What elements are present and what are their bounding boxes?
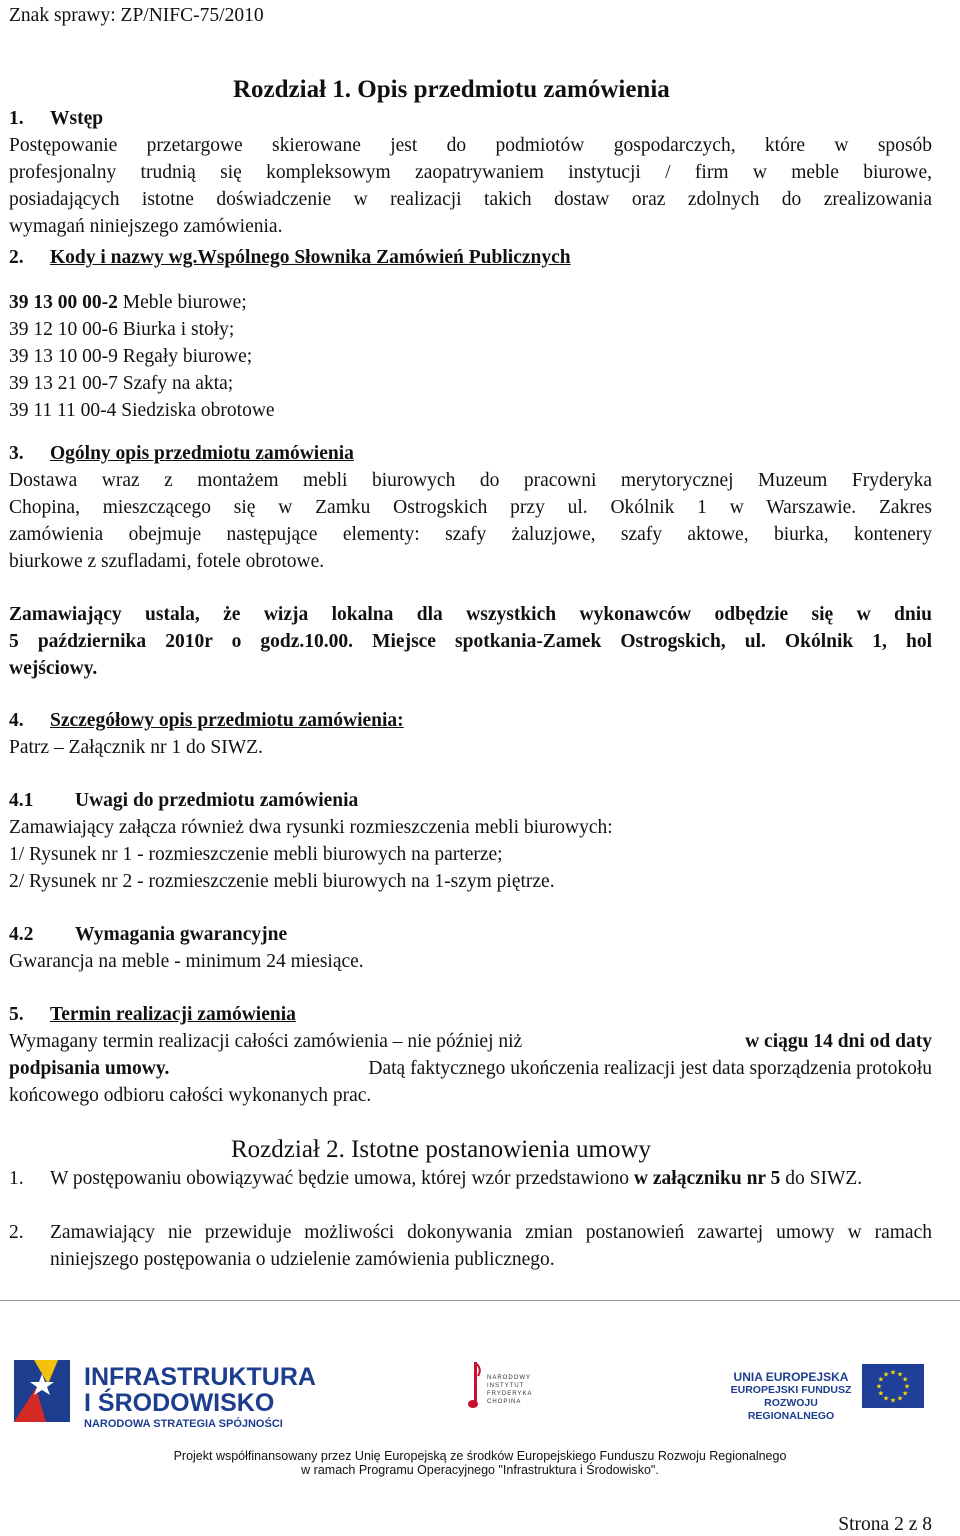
section-3-heading [9, 440, 354, 467]
nifc-logo-text [487, 1374, 532, 1406]
section-title: Ogólny opis przedmiotu zamówienia [50, 443, 354, 464]
section-4-2-heading [9, 921, 287, 948]
list-item [9, 343, 275, 370]
section-title: Szczegółowy opis przedmiotu zamówienia: [50, 710, 404, 731]
text-run: do SIWZ. [780, 1168, 863, 1189]
section-4-1-heading [9, 787, 358, 814]
site-visit-notice-line: 5 października 2010r o godz.10.00. Miejsce spotkania-Zamek Ostrogskich, ul. Okólnik 1, hol [9, 631, 932, 652]
list-item [9, 316, 275, 343]
eu-star-icon: ★ [877, 1389, 885, 1398]
list-item [9, 1219, 932, 1273]
chapter-title-text: Rozdział 2. Istotne postanowienia umowy [231, 1136, 652, 1163]
section-number: 3. [9, 443, 24, 464]
list-body [50, 1165, 932, 1192]
section-number: 4.1 [9, 790, 34, 811]
page-number: Strona 2 z 8 [838, 1514, 932, 1535]
section-number: 5. [9, 1004, 24, 1025]
cpv-name: Szafy na akta; [122, 373, 234, 394]
text-run: W postępowaniu obowiązywać będzie umowa, której wzór przedstawiono [50, 1168, 634, 1189]
eu-flag-icon [862, 1364, 924, 1408]
eu-star-icon: ★ [875, 1382, 883, 1391]
cpv-name: Biurka i stoły; [122, 319, 235, 340]
cpv-code-list [9, 289, 275, 424]
eu-star-icon: ★ [882, 1394, 890, 1403]
cpv-name: Meble biurowe; [122, 292, 247, 313]
section-1-heading [9, 105, 103, 132]
paragraph-line: 1/ Rysunek nr 1 - rozmieszczenie mebli biurowych na parterze; [9, 844, 503, 865]
paragraph-line: zamówienia obejmuje następujące elementy: szafy żaluzjowe, szafy aktowe, biurka, kontenery [9, 524, 932, 545]
section-number: 4.2 [9, 924, 34, 945]
cpv-code: 39 11 11 00-4 [9, 400, 117, 421]
paragraph-line: Zamawiający załącza również dwa rysunki rozmieszczenia mebli biurowych: [9, 817, 613, 838]
eu-star-icon: ★ [903, 1382, 911, 1391]
paragraph-line: biurkowe z szufladami, fotele obrotowe. [9, 551, 325, 572]
paragraph-line: Postępowanie przetargowe skierowane jest do podmiotów gospodarczych, które w sposób [9, 135, 932, 156]
eu-star-icon: ★ [889, 1368, 897, 1377]
list-item [9, 397, 275, 424]
paragraph-line: 2/ Rysunek nr 2 - rozmieszczenie mebli biurowych na 1-szym piętrze. [9, 871, 555, 892]
cofinancing-line: Projekt współfinansowany przez Unię Europejską ze środków Europejskiego Funduszu Rozwoju Regionalnego [173, 1449, 787, 1463]
paragraph-line: wymagań niniejszego zamówienia. [9, 216, 283, 237]
paragraph-line: posiadających istotne doświadczenie w realizacji takich dostaw oraz zdolnych do zrealizowania [9, 189, 932, 210]
logo-line: CHOPINA [487, 1399, 522, 1405]
chapter-1-title: Rozdział 1. Opis przedmiotu zamówienia [233, 76, 670, 103]
paragraph-line: profesjonalny trudnią się kompleksowym zaopatrywaniem instytucji / firm w meble biurowe, [9, 162, 932, 183]
list-number: 2. [9, 1222, 24, 1243]
paragraph-line: Patrz – Załącznik nr 1 do SIWZ. [9, 737, 263, 758]
cofinancing-note [0, 1449, 960, 1477]
section-5-heading [9, 1001, 296, 1028]
attachment-reference: w załączniku nr 5 [633, 1168, 781, 1189]
eu-star-icon: ★ [901, 1389, 909, 1398]
list-item [9, 289, 275, 316]
cpv-code: 39 13 00 00-2 [9, 292, 118, 313]
logo-line: UNIA EUROPEJSKA [733, 1370, 849, 1384]
paragraph-line [9, 1028, 932, 1055]
cofinancing-line: w ramach Programu Operacyjnego "Infrastruktura i Środowisko". [301, 1463, 659, 1477]
footer-divider [0, 1300, 960, 1301]
cpv-code: 39 13 21 00-7 [9, 373, 118, 394]
logo-line: INFRASTRUKTURA [84, 1363, 316, 1391]
infrastruktura-logo-subtext: NARODOWA STRATEGIA SPÓJNOŚCI [84, 1418, 283, 1430]
cpv-code: 39 12 10 00-6 [9, 319, 118, 340]
eu-star-icon: ★ [901, 1375, 909, 1384]
eu-star-icon: ★ [889, 1396, 897, 1405]
logo-line: EUROPEJSKI FUNDUSZ [730, 1384, 852, 1396]
paragraph-line: Chopina, mieszczącego się w Zamku Ostrogskich przy ul. Okólnik 1 w Warszawie. Zakres [9, 497, 932, 518]
section-number: 4. [9, 710, 24, 731]
section-2-heading [9, 244, 571, 271]
nifc-logo-mark [468, 1362, 482, 1410]
section-title: Wstęp [50, 108, 104, 129]
section-title: Kody i nazwy wg.Wspólnego Słownika Zamówień Publicznych [50, 247, 571, 268]
infrastruktura-logo-text [84, 1364, 316, 1416]
infrastruktura-logo-mark [14, 1360, 70, 1422]
paragraph-line: Dostawa wraz z montażem mebli biurowych do pracowni merytorycznej Muzeum Fryderyka [9, 470, 932, 491]
cpv-name: Regały biurowe; [122, 346, 253, 367]
chapter-2-title [231, 1136, 651, 1164]
site-visit-notice-line: wejściowy. [9, 658, 98, 679]
text-run: Zamawiający nie przewiduje możliwości dokonywania zmian postanowień zawartej umowy w ramach niniejszego postępowania o udzielenie zamówienia publicznego. [50, 1222, 932, 1270]
eu-star-icon: ★ [896, 1370, 904, 1379]
paragraph-line: końcowego odbioru całości wykonanych prac. [9, 1085, 372, 1106]
deadline-emphasis: w ciągu 14 dni od daty [745, 1031, 932, 1052]
site-visit-notice-line: Zamawiający ustala, że wizja lokalna dla wszystkich wykonawców odbędzie się w dniu [9, 604, 932, 625]
section-4-heading [9, 707, 404, 734]
eu-star-icon: ★ [882, 1370, 890, 1379]
cpv-code: 39 13 10 00-9 [9, 346, 118, 367]
eu-star-icon: ★ [896, 1394, 904, 1403]
section-number: 2. [9, 247, 24, 268]
cpv-name: Siedziska obrotowe [121, 400, 275, 421]
text-run: Datą faktycznego ukończenia realizacji jest data sporządzenia protokołu [368, 1058, 932, 1079]
deadline-emphasis: podpisania umowy. [9, 1058, 170, 1079]
text-run: Wymagany termin realizacji całości zamówienia – nie później niż [9, 1031, 523, 1052]
section-title: Termin realizacji zamówienia [50, 1004, 296, 1025]
list-body [50, 1219, 932, 1273]
section-title: Uwagi do przedmiotu zamówienia [75, 790, 359, 811]
case-number: Znak sprawy: ZP/NIFC-75/2010 [9, 5, 264, 26]
eu-star-icon: ★ [877, 1375, 885, 1384]
list-item [9, 370, 275, 397]
paragraph-line: Gwarancja na meble - minimum 24 miesiące. [9, 951, 364, 972]
section-number: 1. [9, 108, 24, 129]
paragraph-line [9, 1055, 932, 1082]
list-item [9, 1165, 932, 1192]
logo-line: FRYDERYKA [487, 1391, 533, 1397]
eu-logo-text [726, 1371, 856, 1423]
logo-line: I ŚRODOWISKO [84, 1389, 275, 1417]
list-number: 1. [9, 1168, 24, 1189]
logo-line: ROZWOJU REGIONALNEGO [747, 1397, 835, 1422]
logo-line: INSTYTUT [487, 1383, 525, 1389]
logo-line: NARODOWY [487, 1375, 531, 1381]
section-title: Wymagania gwarancyjne [75, 924, 288, 945]
